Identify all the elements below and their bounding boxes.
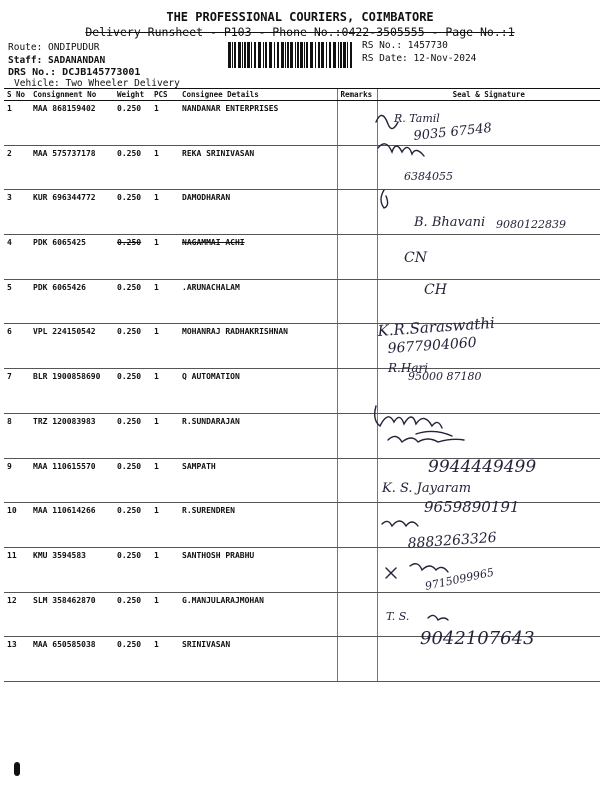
runsheet-subtitle: Delivery Runsheet - P103 - Phone No.:0422-3505555 - Page No.:1 bbox=[85, 25, 515, 39]
row-pcs: 1 bbox=[151, 592, 179, 637]
signature-row-5 bbox=[424, 282, 448, 298]
signature-phone: 9080122839 bbox=[496, 218, 566, 231]
barcode-bar bbox=[228, 42, 231, 68]
row-weight: 0.250 bbox=[114, 190, 151, 235]
col-remarks: Remarks bbox=[337, 89, 377, 101]
route-label: Route: ONDIPUDUR bbox=[8, 42, 100, 53]
row-sno: 13 bbox=[4, 637, 30, 682]
col-seal-signature: Seal & Signature bbox=[377, 89, 600, 101]
row-consignee: SANTHOSH PRABHU bbox=[179, 547, 337, 592]
barcode-bar bbox=[304, 42, 305, 68]
row-consignment: PDK 6065425 bbox=[30, 235, 114, 280]
barcode-bar bbox=[329, 42, 331, 68]
signature-row-3 bbox=[381, 190, 566, 231]
row-sno: 1 bbox=[4, 101, 30, 146]
row-pcs: 1 bbox=[151, 503, 179, 548]
barcode-bar bbox=[350, 42, 352, 68]
row-pcs: 1 bbox=[151, 369, 179, 414]
row-weight: 0.250 bbox=[114, 637, 151, 682]
row-weight: 0.250 bbox=[114, 369, 151, 414]
barcode-bar bbox=[287, 42, 289, 68]
signature-name: R.Hari bbox=[388, 361, 429, 375]
barcode-bar bbox=[310, 42, 313, 68]
barcode-bar bbox=[290, 42, 293, 68]
row-consignment: KMU 3594583 bbox=[30, 547, 114, 592]
barcode-bar bbox=[244, 42, 246, 68]
barcode-bar bbox=[234, 42, 236, 68]
row-pcs: 1 bbox=[151, 279, 179, 324]
rs-number: RS No.: 1457730 bbox=[362, 40, 448, 51]
row-pcs: 1 bbox=[151, 145, 179, 190]
signature-initials: CN bbox=[404, 250, 427, 266]
signature-name: T. S. bbox=[386, 610, 410, 623]
runsheet-title: THE PROFESSIONAL COURIERS, COIMBATORE bbox=[166, 10, 434, 24]
row-consignment: MAA 110615570 bbox=[30, 458, 114, 503]
signature-row-8 bbox=[375, 406, 452, 436]
barcode-bar bbox=[321, 42, 324, 68]
signature-initials: CH bbox=[424, 282, 447, 298]
row-pcs: 1 bbox=[151, 637, 179, 682]
row-pcs: 1 bbox=[151, 413, 179, 458]
row-pcs: 1 bbox=[151, 324, 179, 369]
barcode-bar bbox=[333, 42, 336, 68]
row-sno: 9 bbox=[4, 458, 30, 503]
row-consignee: G.MANJULARAJMOHAN bbox=[179, 592, 337, 637]
signature-name: B. Bhavani bbox=[414, 215, 486, 230]
barcode-bar bbox=[347, 42, 348, 68]
signature-row-1 bbox=[376, 112, 493, 144]
row-consignee: R.SUNDARAJAN bbox=[179, 413, 337, 458]
row-sno: 8 bbox=[4, 413, 30, 458]
row-sno: 7 bbox=[4, 369, 30, 414]
signature-phone: 95000 87180 bbox=[408, 370, 482, 383]
barcode-bar bbox=[263, 42, 264, 68]
signature-row-13 bbox=[386, 610, 535, 649]
row-weight: 0.250 bbox=[114, 235, 151, 280]
row-consignee: MOHANRAJ RADHAKRISHNAN bbox=[179, 324, 337, 369]
drs-number: DRS No.: DCJB145773001 bbox=[8, 67, 141, 78]
row-pcs: 1 bbox=[151, 190, 179, 235]
row-consignee: .ARUNACHALAM bbox=[179, 279, 337, 324]
barcode-bar bbox=[343, 42, 346, 68]
row-consignee: R.SURENDREN bbox=[179, 503, 337, 548]
row-pcs: 1 bbox=[151, 458, 179, 503]
row-sno: 2 bbox=[4, 145, 30, 190]
barcode-bar bbox=[254, 42, 256, 68]
row-consignment: KUR 696344772 bbox=[30, 190, 114, 235]
barcode-bar bbox=[251, 42, 252, 68]
row-consignee: SRINIVASAN bbox=[179, 637, 337, 682]
row-weight: 0.250 bbox=[114, 145, 151, 190]
barcode-bar bbox=[340, 42, 342, 68]
barcode-bar bbox=[269, 42, 272, 68]
row-weight: 0.250 bbox=[114, 503, 151, 548]
rs-date: RS Date: 12-Nov-2024 bbox=[362, 53, 477, 64]
signature-phone: 9944449499 bbox=[428, 457, 537, 477]
signature-row-10 bbox=[381, 481, 519, 516]
signature-phone: 9677904060 bbox=[387, 334, 478, 357]
signature-phone: 8883263326 bbox=[407, 529, 498, 552]
scan-speck bbox=[14, 762, 20, 776]
row-consignee: REKA SRINIVASAN bbox=[179, 145, 337, 190]
vehicle-label: Vehicle: Two Wheeler Delivery bbox=[14, 78, 180, 89]
row-consignment: VPL 224150542 bbox=[30, 324, 114, 369]
barcode-bar bbox=[265, 42, 267, 68]
row-sno: 5 bbox=[4, 279, 30, 324]
col-consignment: Consignment No bbox=[30, 89, 114, 101]
barcode-bar bbox=[297, 42, 299, 68]
table-header-row bbox=[4, 89, 600, 101]
row-consignment: MAA 650585038 bbox=[30, 637, 114, 682]
signature-row-4 bbox=[404, 250, 428, 266]
barcode-bar bbox=[242, 42, 243, 68]
barcode-bar bbox=[277, 42, 279, 68]
row-consignment: SLM 358462870 bbox=[30, 592, 114, 637]
row-consignment: TRZ 120083983 bbox=[30, 413, 114, 458]
signature-row-11 bbox=[382, 521, 497, 552]
row-consignee: DAMODHARAN bbox=[179, 190, 337, 235]
barcode-bar bbox=[295, 42, 296, 68]
row-consignee: NANDANAR ENTERPRISES bbox=[179, 101, 337, 146]
row-sno: 12 bbox=[4, 592, 30, 637]
signature-name: K. S. Jayaram bbox=[382, 481, 472, 496]
row-consignee: SAMPATH bbox=[179, 458, 337, 503]
signature-row-2 bbox=[378, 144, 453, 183]
signature-row-9 bbox=[388, 436, 536, 477]
signature-row-7 bbox=[387, 361, 481, 383]
row-weight: 0.250 bbox=[114, 547, 151, 592]
barcode-bar bbox=[238, 42, 241, 68]
barcode-bar bbox=[318, 42, 320, 68]
row-pcs: 1 bbox=[151, 101, 179, 146]
row-consignment: BLR 1900858690 bbox=[30, 369, 114, 414]
row-sno: 10 bbox=[4, 503, 30, 548]
row-sno: 3 bbox=[4, 190, 30, 235]
row-consignment: PDK 6065426 bbox=[30, 279, 114, 324]
signature-name: R. Tamil bbox=[394, 112, 440, 125]
row-pcs: 1 bbox=[151, 235, 179, 280]
barcode-bar bbox=[338, 42, 339, 68]
col-consignee: Consignee Details bbox=[179, 89, 337, 101]
handwritten-signatures bbox=[368, 100, 600, 660]
barcode-bar bbox=[247, 42, 250, 68]
signature-phone: 9042107643 bbox=[420, 628, 535, 649]
barcode-bar bbox=[315, 42, 316, 68]
col-pcs: PCS bbox=[151, 89, 179, 101]
row-sno: 6 bbox=[4, 324, 30, 369]
signature-name: K.R.Saraswathi bbox=[377, 313, 496, 340]
signature-phone: 9035 67548 bbox=[412, 120, 493, 144]
barcode-bar bbox=[326, 42, 327, 68]
barcode-bar bbox=[258, 42, 261, 68]
row-consignee: NAGAMMAI ACHI bbox=[179, 235, 337, 280]
signature-row-12 bbox=[386, 564, 495, 593]
row-consignment: MAA 575737178 bbox=[30, 145, 114, 190]
row-consignment: MAA 868159402 bbox=[30, 101, 114, 146]
row-weight: 0.250 bbox=[114, 413, 151, 458]
row-sno: 11 bbox=[4, 547, 30, 592]
row-weight: 0.250 bbox=[114, 101, 151, 146]
signature-row-6 bbox=[376, 314, 496, 357]
signature-phone: 9715099965 bbox=[423, 565, 496, 593]
barcode bbox=[228, 42, 352, 68]
barcode-bar bbox=[285, 42, 286, 68]
row-weight: 0.250 bbox=[114, 279, 151, 324]
row-weight: 0.250 bbox=[114, 324, 151, 369]
row-consignee: Q AUTOMATION bbox=[179, 369, 337, 414]
barcode-bar bbox=[232, 42, 233, 68]
row-consignment: MAA 110614266 bbox=[30, 503, 114, 548]
col-sno: S No bbox=[4, 89, 30, 101]
barcode-bar bbox=[300, 42, 303, 68]
row-weight: 0.250 bbox=[114, 458, 151, 503]
barcode-bar bbox=[274, 42, 275, 68]
row-sno: 4 bbox=[4, 235, 30, 280]
staff-label: Staff: SADANANDAN bbox=[8, 55, 106, 66]
signature-phone: 6384055 bbox=[404, 170, 453, 183]
row-weight: 0.250 bbox=[114, 592, 151, 637]
signature-phone: 9659890191 bbox=[424, 498, 520, 516]
barcode-bar bbox=[306, 42, 308, 68]
col-weight: Weight bbox=[114, 89, 151, 101]
barcode-bar bbox=[281, 42, 284, 68]
row-pcs: 1 bbox=[151, 547, 179, 592]
